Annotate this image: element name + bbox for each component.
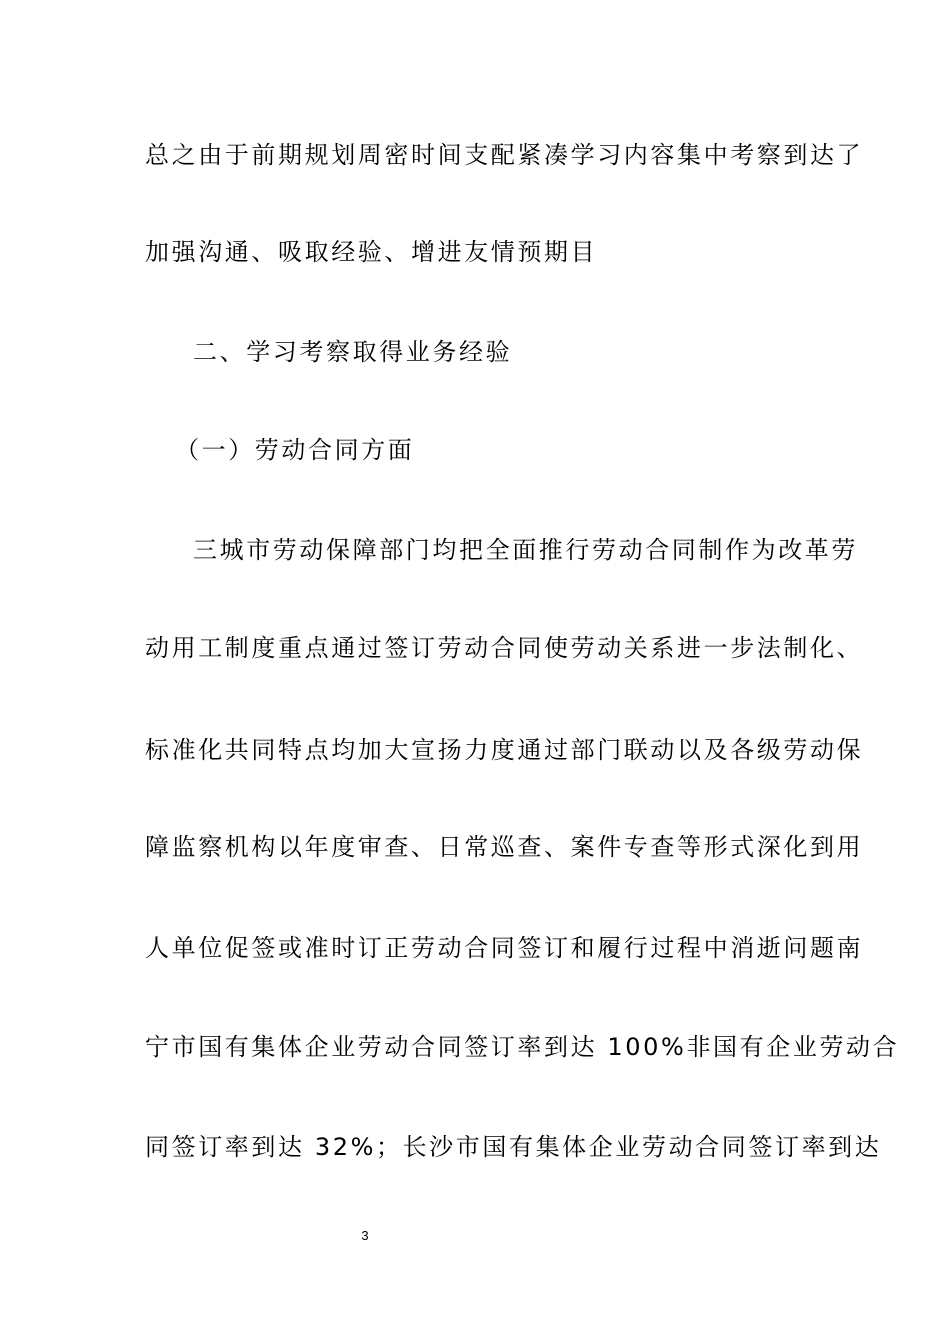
body-text-line: 总之由于前期规划周密时间支配紧凑学习内容集中考察到达了 bbox=[145, 141, 864, 169]
body-text-line: 动用工制度重点通过签订劳动合同使劳动关系进一步法制化、 bbox=[145, 634, 864, 662]
body-text-line: 宁市国有集体企业劳动合同签订率到达 100%非国有企业劳动合 bbox=[145, 1033, 900, 1061]
subsection-heading: （一）劳动合同方面 bbox=[175, 436, 415, 464]
body-text-line: 障监察机构以年度审查、日常巡查、案件专查等形式深化到用 bbox=[145, 833, 864, 861]
body-text-line: 标准化共同特点均加大宣扬力度通过部门联动以及各级劳动保 bbox=[145, 736, 864, 764]
paragraph-first-line: 三城市劳动保障部门均把全面推行劳动合同制作为改革劳 bbox=[193, 536, 858, 564]
body-text-line: 加强沟通、吸取经验、增进友情预期目 bbox=[145, 238, 598, 266]
page-number: 3 bbox=[361, 1228, 369, 1243]
body-text-line: 人单位促签或准时订正劳动合同签订和履行过程中消逝问题南 bbox=[145, 934, 864, 962]
body-text-line: 同签订率到达 32%；长沙市国有集体企业劳动合同签订率到达 bbox=[145, 1133, 882, 1161]
section-heading: 二、学习考察取得业务经验 bbox=[193, 338, 513, 366]
